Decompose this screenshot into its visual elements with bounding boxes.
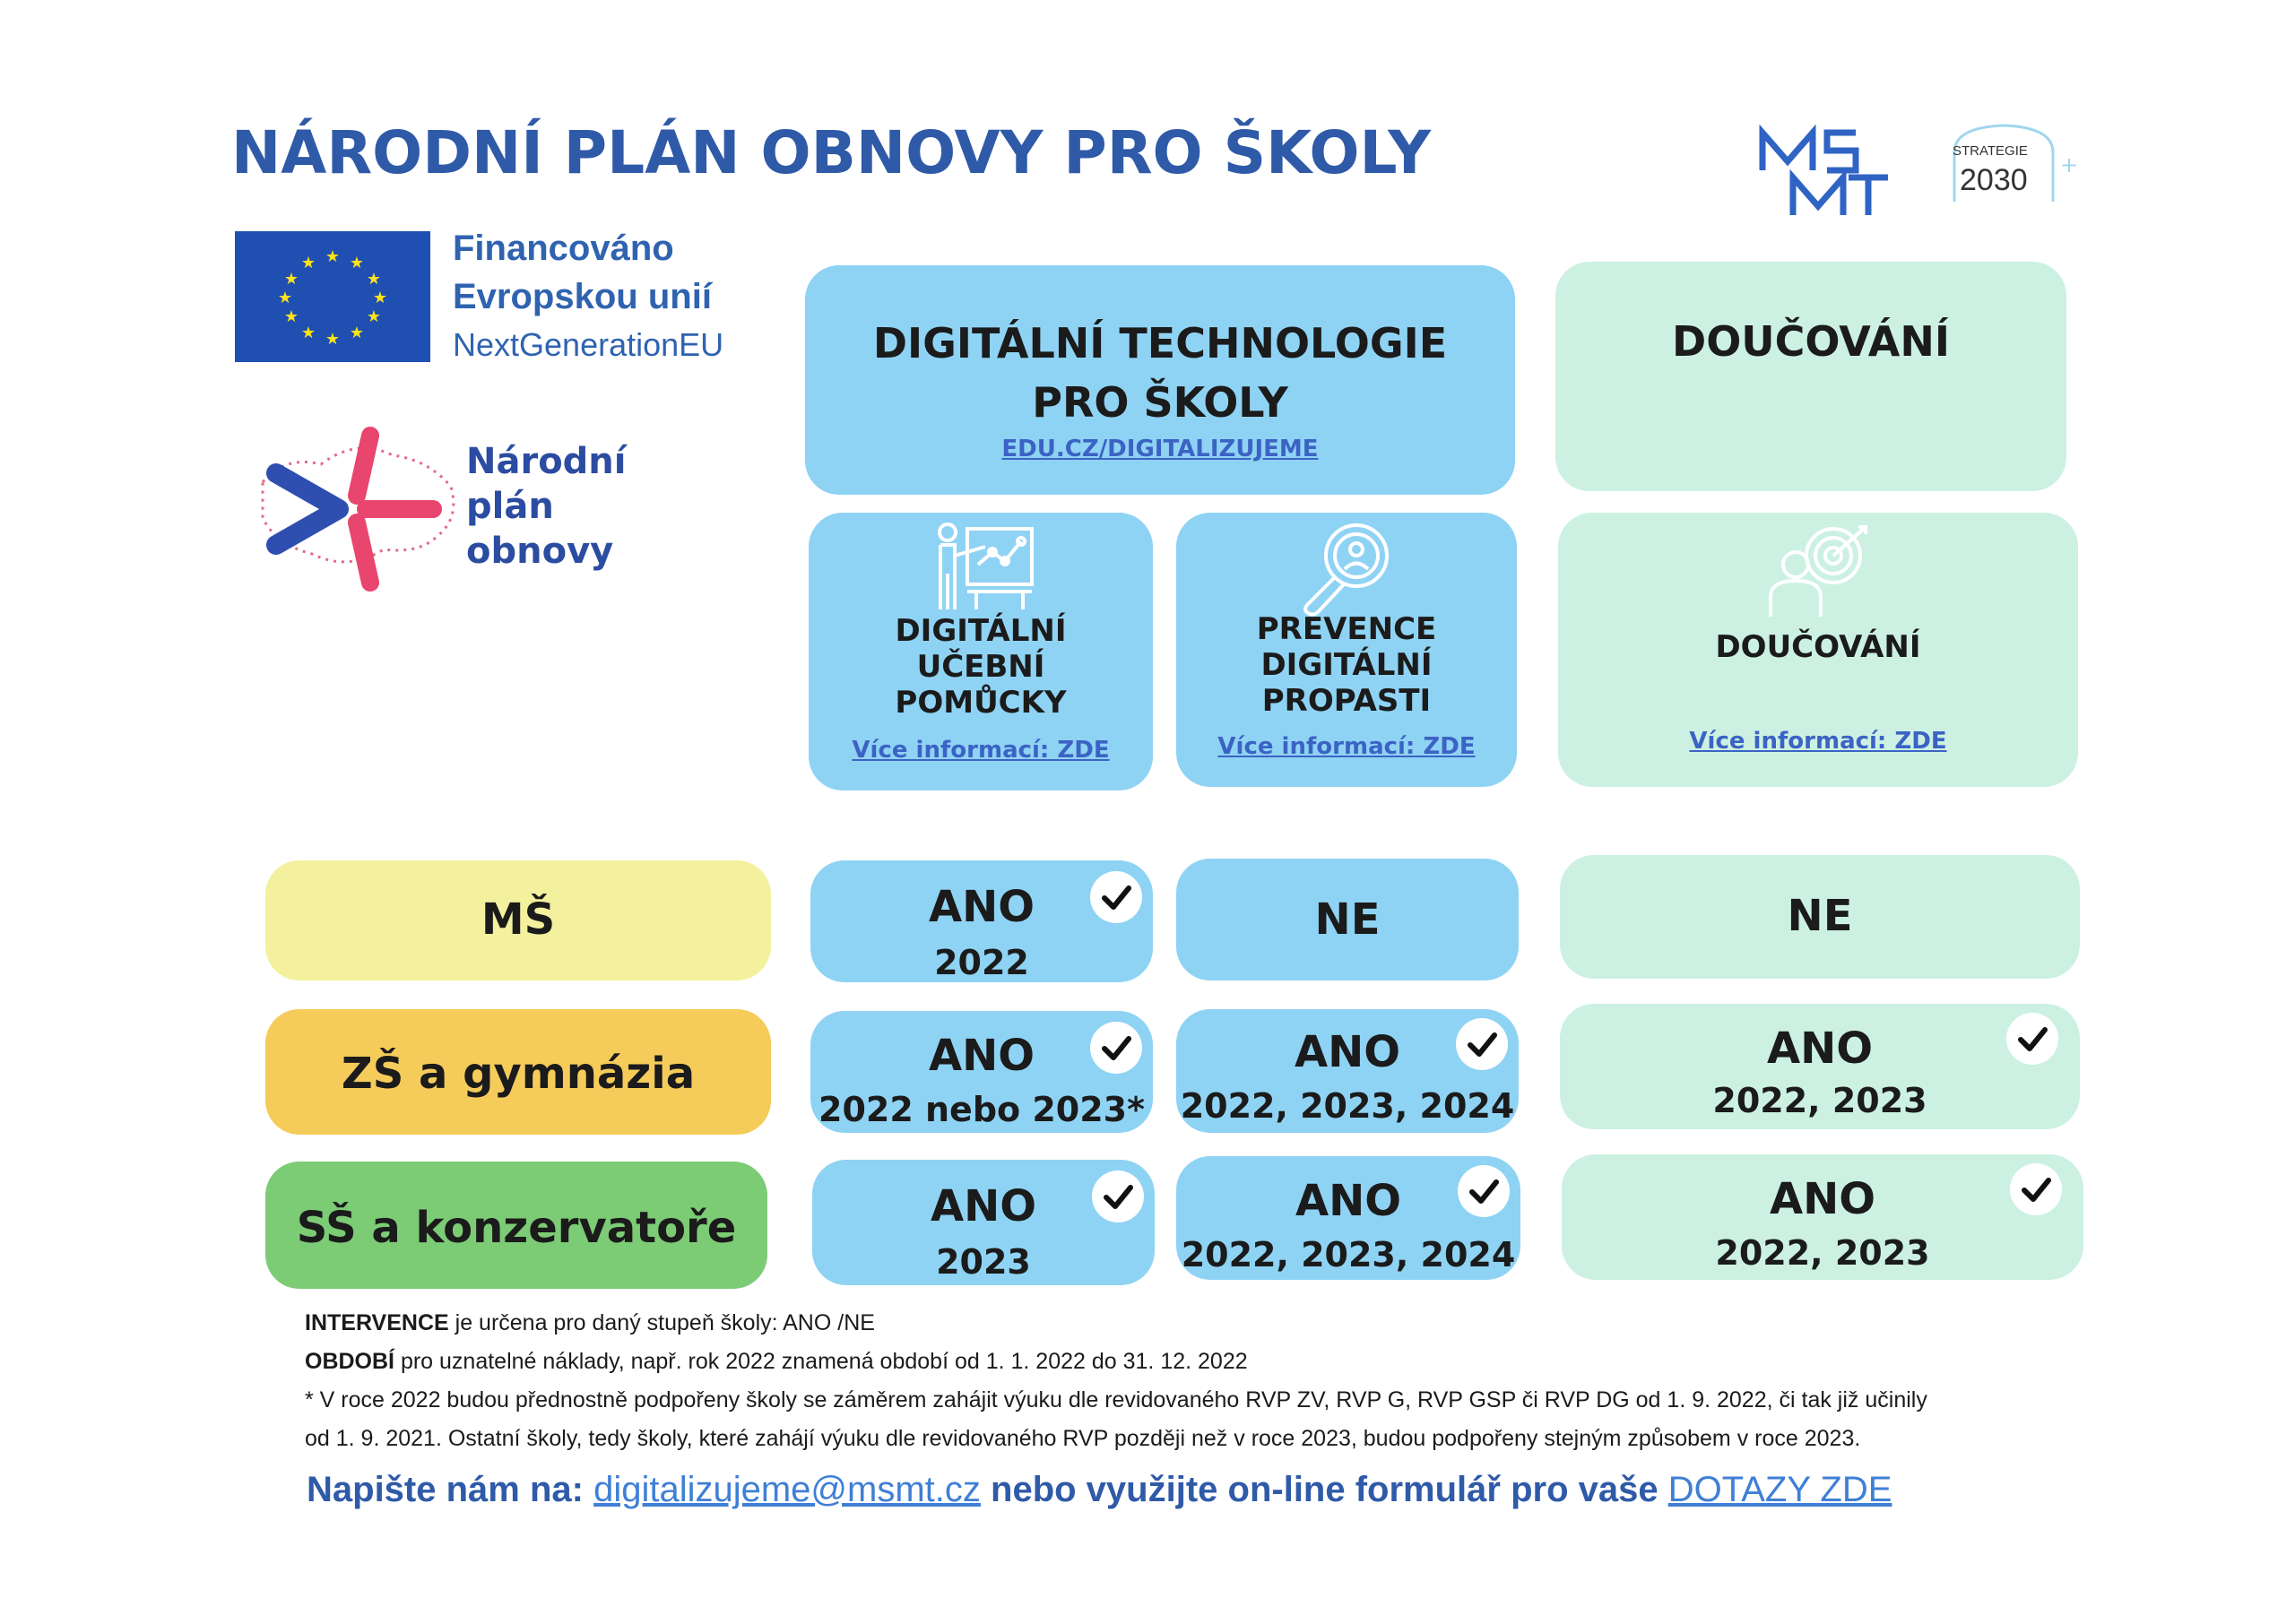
cell-ss-digital-divide: ANO 2022, 2023, 2024 [1176,1156,1520,1280]
digital-technology-header [805,265,1515,495]
check-icon [1090,871,1142,923]
cell-ms-digital-aids: ANO 2022 [810,860,1153,982]
npo-line-2: plán [466,486,554,527]
cell-ms-digital-divide: NE [1176,859,1519,980]
strategie-2030-logo [1936,117,2079,211]
check-icon [1458,1165,1510,1217]
eu-flag-icon [235,231,430,362]
magnifier-person-icon [1288,520,1405,618]
svg-text:★: ★ [366,270,382,289]
more-info-link[interactable]: Více informací: ZDE [852,737,1110,764]
note-asterisk-1: * V roce 2022 budou přednostně podpořeny školy se záměrem zahájit výuku dle revidovaného RVP ZV, RVP G, RVP GSP či RVP DG od 1. 9. 2022, či tak již učinily [305,1387,1927,1412]
strategie-label: STRATEGIE [1953,143,2028,159]
svg-text:★: ★ [366,307,382,326]
npo-line-1: Národní [466,441,627,482]
row-label-ms: MŠ [265,860,771,980]
email-link[interactable]: digitalizujeme@msmt.cz [593,1470,981,1509]
check-icon [1092,1170,1144,1222]
svg-text:★: ★ [283,270,299,289]
target-person-icon [1760,520,1876,618]
contact-line: Napište nám na: digitalizujeme@msmt.cz nebo využijte on-line formulář pro vaše DOTAZY ZDE [307,1470,1892,1509]
svg-text:★: ★ [300,254,316,272]
npo-logo-icon [249,419,464,599]
cell-ss-digital-aids: ANO 2023 [812,1160,1155,1285]
svg-text:★: ★ [283,307,299,326]
eu-line-1: Financováno [453,229,674,268]
presentation-icon [922,520,1039,618]
cell-ms-tutoring: NE [1560,855,2080,979]
digital-divide-prevention-title: PREVENCE DIGITÁLNÍ PROPASTI [1256,611,1437,719]
svg-text:★: ★ [349,254,365,272]
eu-line-2: Evropskou unií [453,277,712,316]
svg-text:★: ★ [277,289,293,307]
strategie-year: 2030 [1960,163,2028,197]
cell-zs-digital-divide: ANO 2022, 2023, 2024 [1176,1009,1519,1133]
note-asterisk-2: od 1. 9. 2021. Ostatní školy, tedy školy, které zahájí výuku dle revidovaného RVP později než v roce 2023, budou podpořeny stejným způsobem v roce 2023. [305,1426,1861,1451]
cell-zs-tutoring: ANO 2022, 2023 [1560,1004,2080,1129]
cell-ss-tutoring: ANO 2022, 2023 [1562,1154,2083,1280]
edu-digitalizujeme-link[interactable]: EDU.CZ/DIGITALIZUJEME [1001,436,1319,462]
row-label-zs: ZŠ a gymnázia [265,1009,771,1135]
tutoring-card-title: DOUČOVÁNÍ [1715,629,1921,665]
digital-teaching-aids-card [809,513,1153,790]
digital-teaching-aids-title: DIGITÁLNÍ UČEBNÍ POMŮCKY [895,613,1067,721]
msmt-logo-icon [1757,125,1892,220]
check-icon [2006,1013,2058,1065]
tutoring-card [1558,513,2078,787]
svg-text:★: ★ [300,324,316,342]
eu-line-3: NextGenerationEU [453,326,724,363]
row-label-ss: SŠ a konzervatoře [265,1162,767,1289]
digital-technology-title: DIGITÁLNÍ TECHNOLOGIE PRO ŠKOLY [872,319,1448,427]
footnotes [305,1304,1927,1458]
npo-line-3: obnovy [466,531,614,572]
check-icon [2010,1163,2062,1215]
check-icon [1090,1022,1142,1074]
svg-text:★: ★ [325,247,341,266]
tutoring-header [1555,262,2066,491]
questions-form-link[interactable]: DOTAZY ZDE [1667,1470,1892,1509]
npo-logo-text [466,439,627,574]
note-intervence: INTERVENCE je určena pro daný stupeň školy: ANO /NE [305,1310,875,1335]
digital-divide-prevention-card [1176,513,1517,787]
note-obdobi: OBDOBÍ pro uznatelné náklady, např. rok 2022 znamená období od 1. 1. 2022 do 31. 12. 2022 [305,1349,1248,1374]
page-title: NÁRODNÍ PLÁN OBNOVY PRO ŠKOLY [231,118,1432,187]
msmt-logo-label: MŠMT [1757,125,1760,126]
svg-text:+: + [2060,152,2079,177]
eu-funding-text [453,224,723,369]
more-info-link[interactable]: Více informací: ZDE [1689,728,1947,755]
tutoring-title: DOUČOVÁNÍ [1672,317,1950,366]
svg-text:★: ★ [372,289,388,307]
cell-zs-digital-aids: ANO 2022 nebo 2023* [810,1011,1153,1133]
svg-text:★: ★ [325,330,341,349]
check-icon [1456,1018,1508,1070]
more-info-link[interactable]: Více informací: ZDE [1217,733,1476,760]
svg-text:★: ★ [349,324,365,342]
